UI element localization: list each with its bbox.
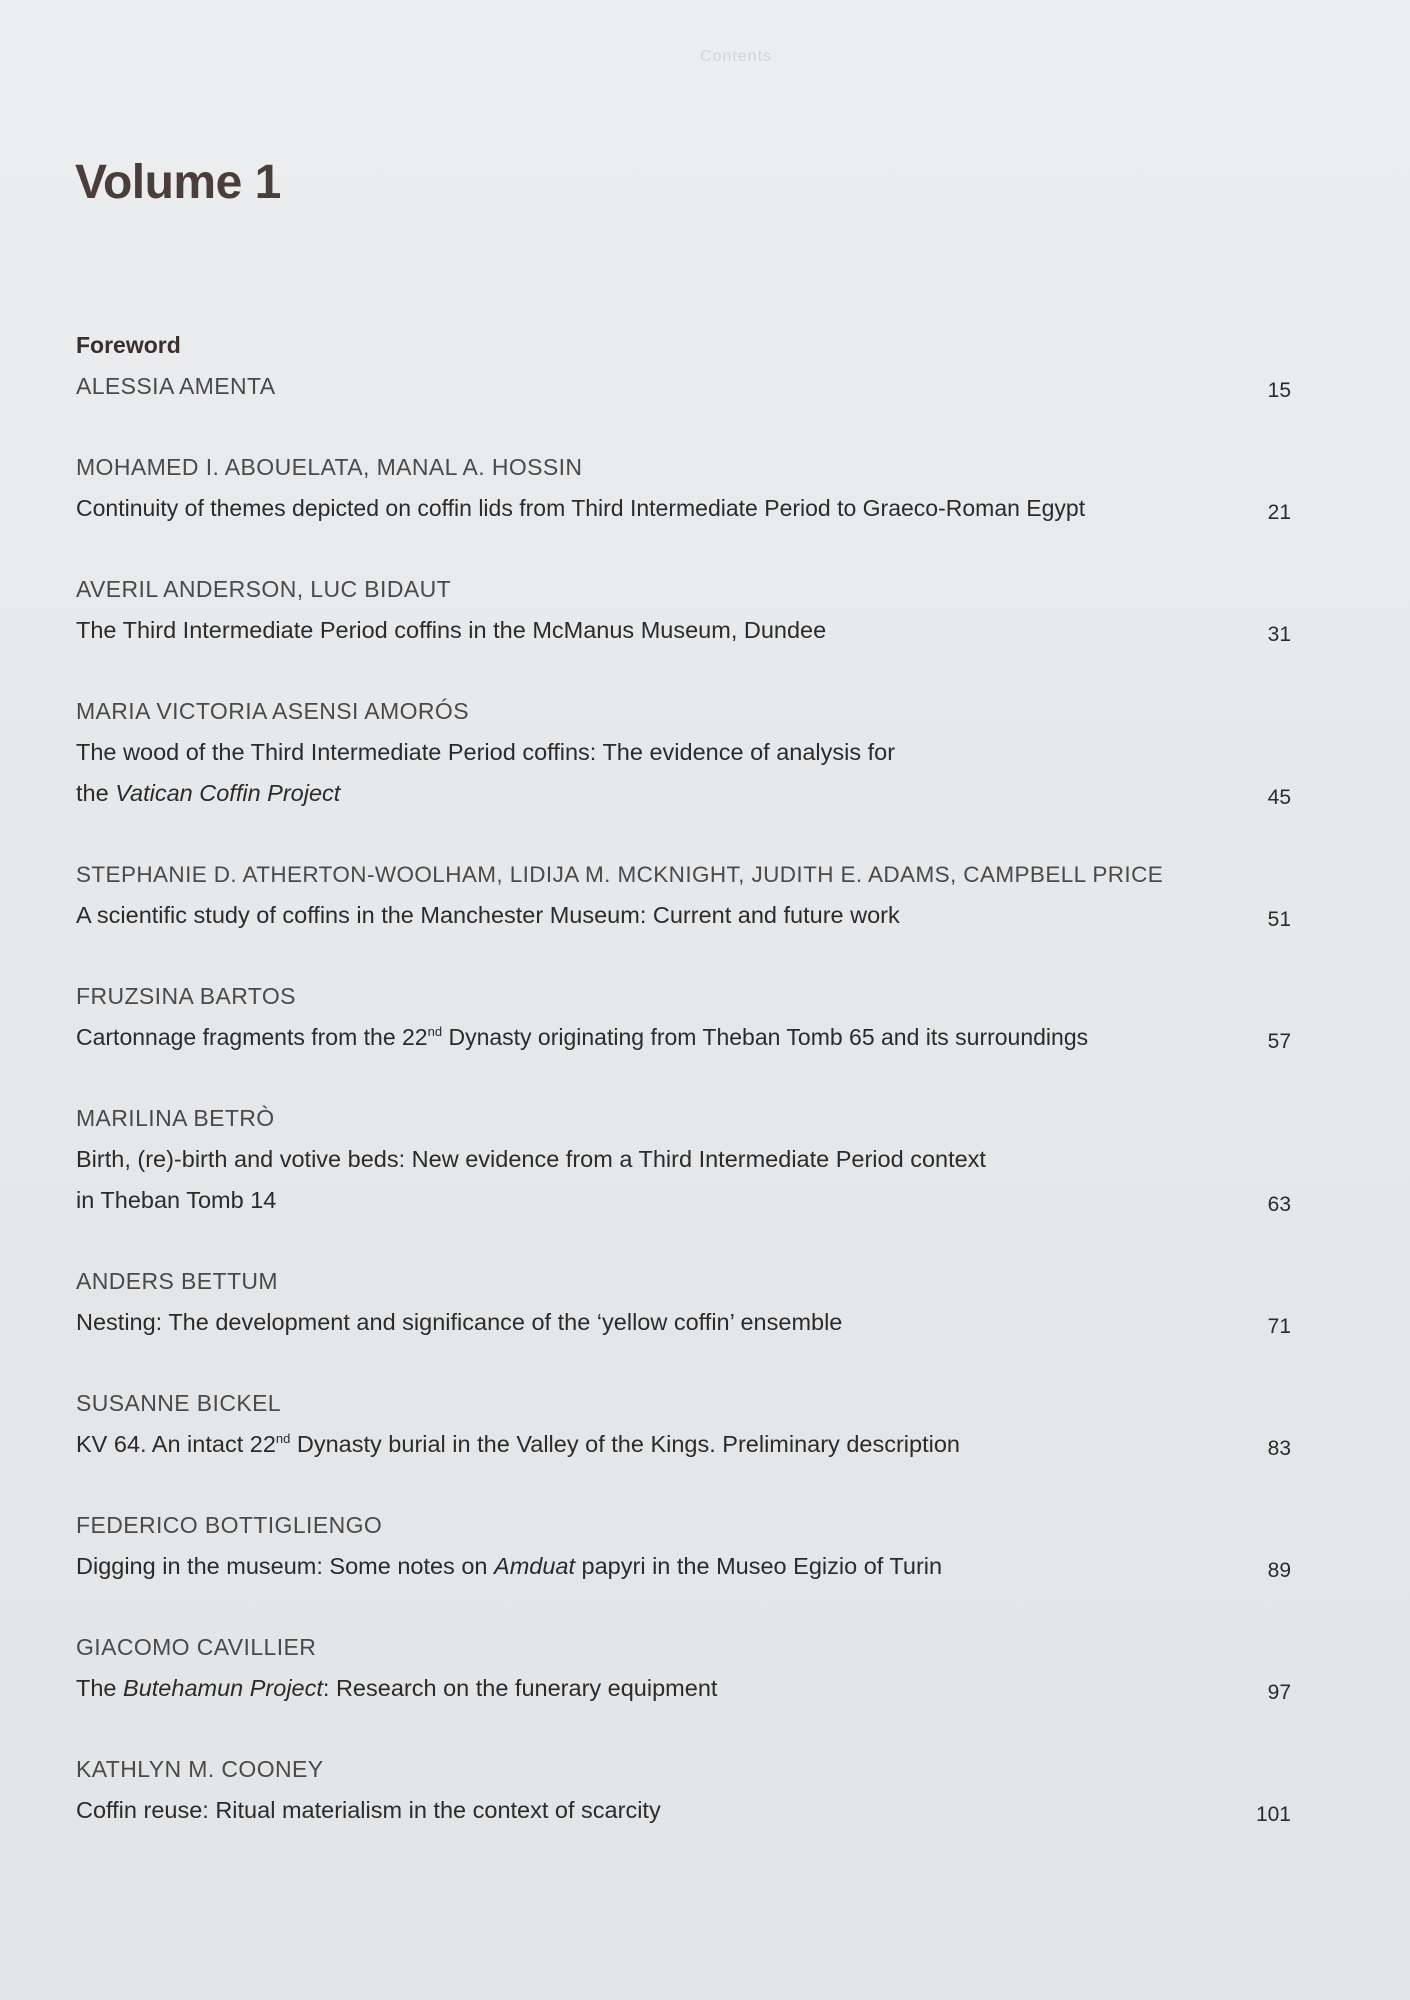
- entry-authors: ANDERS BETTUM: [76, 1268, 278, 1294]
- entry-authors: MARILINA BETRÒ: [76, 1105, 275, 1131]
- toc-entry: [76, 1749, 1291, 1831]
- entry-authors: GIACOMO CAVILLIER: [76, 1634, 317, 1660]
- table-of-contents: [76, 325, 1291, 1871]
- entry-title: Coffin reuse: Ritual materialism in the context of scarcity: [76, 1797, 661, 1823]
- entry-title-text: : Research on the funerary equipment: [322, 1675, 718, 1701]
- toc-entry: [76, 569, 1291, 651]
- entry-title: [76, 1017, 1291, 1058]
- entry-page-number: 83: [1267, 1437, 1291, 1460]
- entry-authors: FEDERICO BOTTIGLIENGO: [76, 1512, 383, 1538]
- entry-title-text: KV 64. An intact 22: [76, 1431, 276, 1457]
- entry-authors: ALESSIA AMENTA: [76, 373, 276, 399]
- entry-title-line-1: Birth, (re)-birth and votive beds: New evidence from a Third Intermediate Period context: [76, 1146, 986, 1172]
- entry-page-number: 63: [1267, 1193, 1291, 1216]
- entry-title-text: Dynasty burial in the Valley of the Kings. Preliminary description: [290, 1431, 960, 1457]
- entry-title: Continuity of themes depicted on coffin lids from Third Intermediate Period to Graeco-Roman Egypt: [76, 495, 1086, 521]
- entry-page-number: 71: [1267, 1315, 1291, 1338]
- entry-authors: MOHAMED I. ABOUELATA, MANAL A. HOSSIN: [76, 454, 583, 480]
- toc-entry: [76, 447, 1291, 529]
- entry-title-text: Cartonnage fragments from the 22: [76, 1024, 428, 1050]
- toc-entry: [76, 1627, 1291, 1709]
- entry-title-text: papyri in the Museo Egizio of Turin: [575, 1553, 943, 1579]
- entry-title: The Third Intermediate Period coffins in the McManus Museum, Dundee: [76, 617, 827, 643]
- entry-title-line-2: in Theban Tomb 14: [76, 1187, 277, 1213]
- entry-page-number: 101: [1255, 1803, 1291, 1826]
- entry-page-number: 51: [1267, 908, 1291, 931]
- entry-title-line-2: [76, 773, 1291, 814]
- entry-title-text: The: [76, 1675, 124, 1701]
- entry-title-italic: Butehamun Project: [123, 1675, 323, 1701]
- toc-entry: [76, 1383, 1291, 1465]
- entry-title: Nesting: The development and significance of the ‘yellow coffin’ ensemble: [76, 1309, 843, 1335]
- entry-title-superscript: nd: [427, 1024, 443, 1039]
- toc-entry: [76, 854, 1291, 936]
- entry-page-number: 89: [1267, 1559, 1291, 1582]
- entry-page-number: 21: [1267, 501, 1291, 524]
- toc-entry-foreword: [76, 325, 1291, 407]
- entry-title-italic: Vatican Coffin Project: [115, 780, 341, 806]
- entry-title-text: Dynasty originating from Theban Tomb 65 and its surroundings: [442, 1024, 1089, 1050]
- entry-authors: KATHLYN M. COONEY: [76, 1756, 324, 1782]
- entry-page-number: 57: [1267, 1030, 1291, 1053]
- entry-authors: FRUZSINA BARTOS: [76, 983, 296, 1009]
- entry-page-number: 31: [1267, 623, 1291, 646]
- entry-authors: STEPHANIE D. ATHERTON-WOOLHAM, LIDIJA M. MCKNIGHT, JUDITH E. ADAMS, CAMPBELL PRICE: [76, 862, 1164, 887]
- entry-authors: AVERIL ANDERSON, LUC BIDAUT: [76, 576, 452, 602]
- toc-entry: [76, 691, 1291, 814]
- entry-title: [76, 1424, 1291, 1465]
- entry-heading: Foreword: [76, 332, 181, 358]
- entry-page-number: 45: [1267, 786, 1291, 809]
- volume-title: Volume 1: [75, 156, 281, 209]
- entry-title-italic: Amduat: [494, 1553, 576, 1579]
- entry-page-number: 97: [1267, 1681, 1291, 1704]
- entry-authors: MARIA VICTORIA ASENSI AMORÓS: [76, 698, 469, 724]
- entry-title-superscript: nd: [275, 1431, 291, 1446]
- entry-page-number: 15: [1267, 379, 1291, 402]
- entry-title-line-1: The wood of the Third Intermediate Period coffins: The evidence of analysis for: [76, 739, 896, 765]
- entry-title-text: the: [76, 780, 116, 806]
- toc-entry: [76, 1098, 1291, 1221]
- entry-title: A scientific study of coffins in the Manchester Museum: Current and future work: [76, 902, 900, 928]
- entry-title: [76, 1546, 1291, 1587]
- toc-entry: [76, 1505, 1291, 1587]
- entry-authors: SUSANNE BICKEL: [76, 1390, 281, 1416]
- running-head: Contents: [700, 48, 773, 65]
- toc-entry: [76, 1261, 1291, 1343]
- entry-title-text: Digging in the museum: Some notes on: [76, 1553, 495, 1579]
- toc-entry: [76, 976, 1291, 1058]
- entry-title: [76, 1668, 1291, 1709]
